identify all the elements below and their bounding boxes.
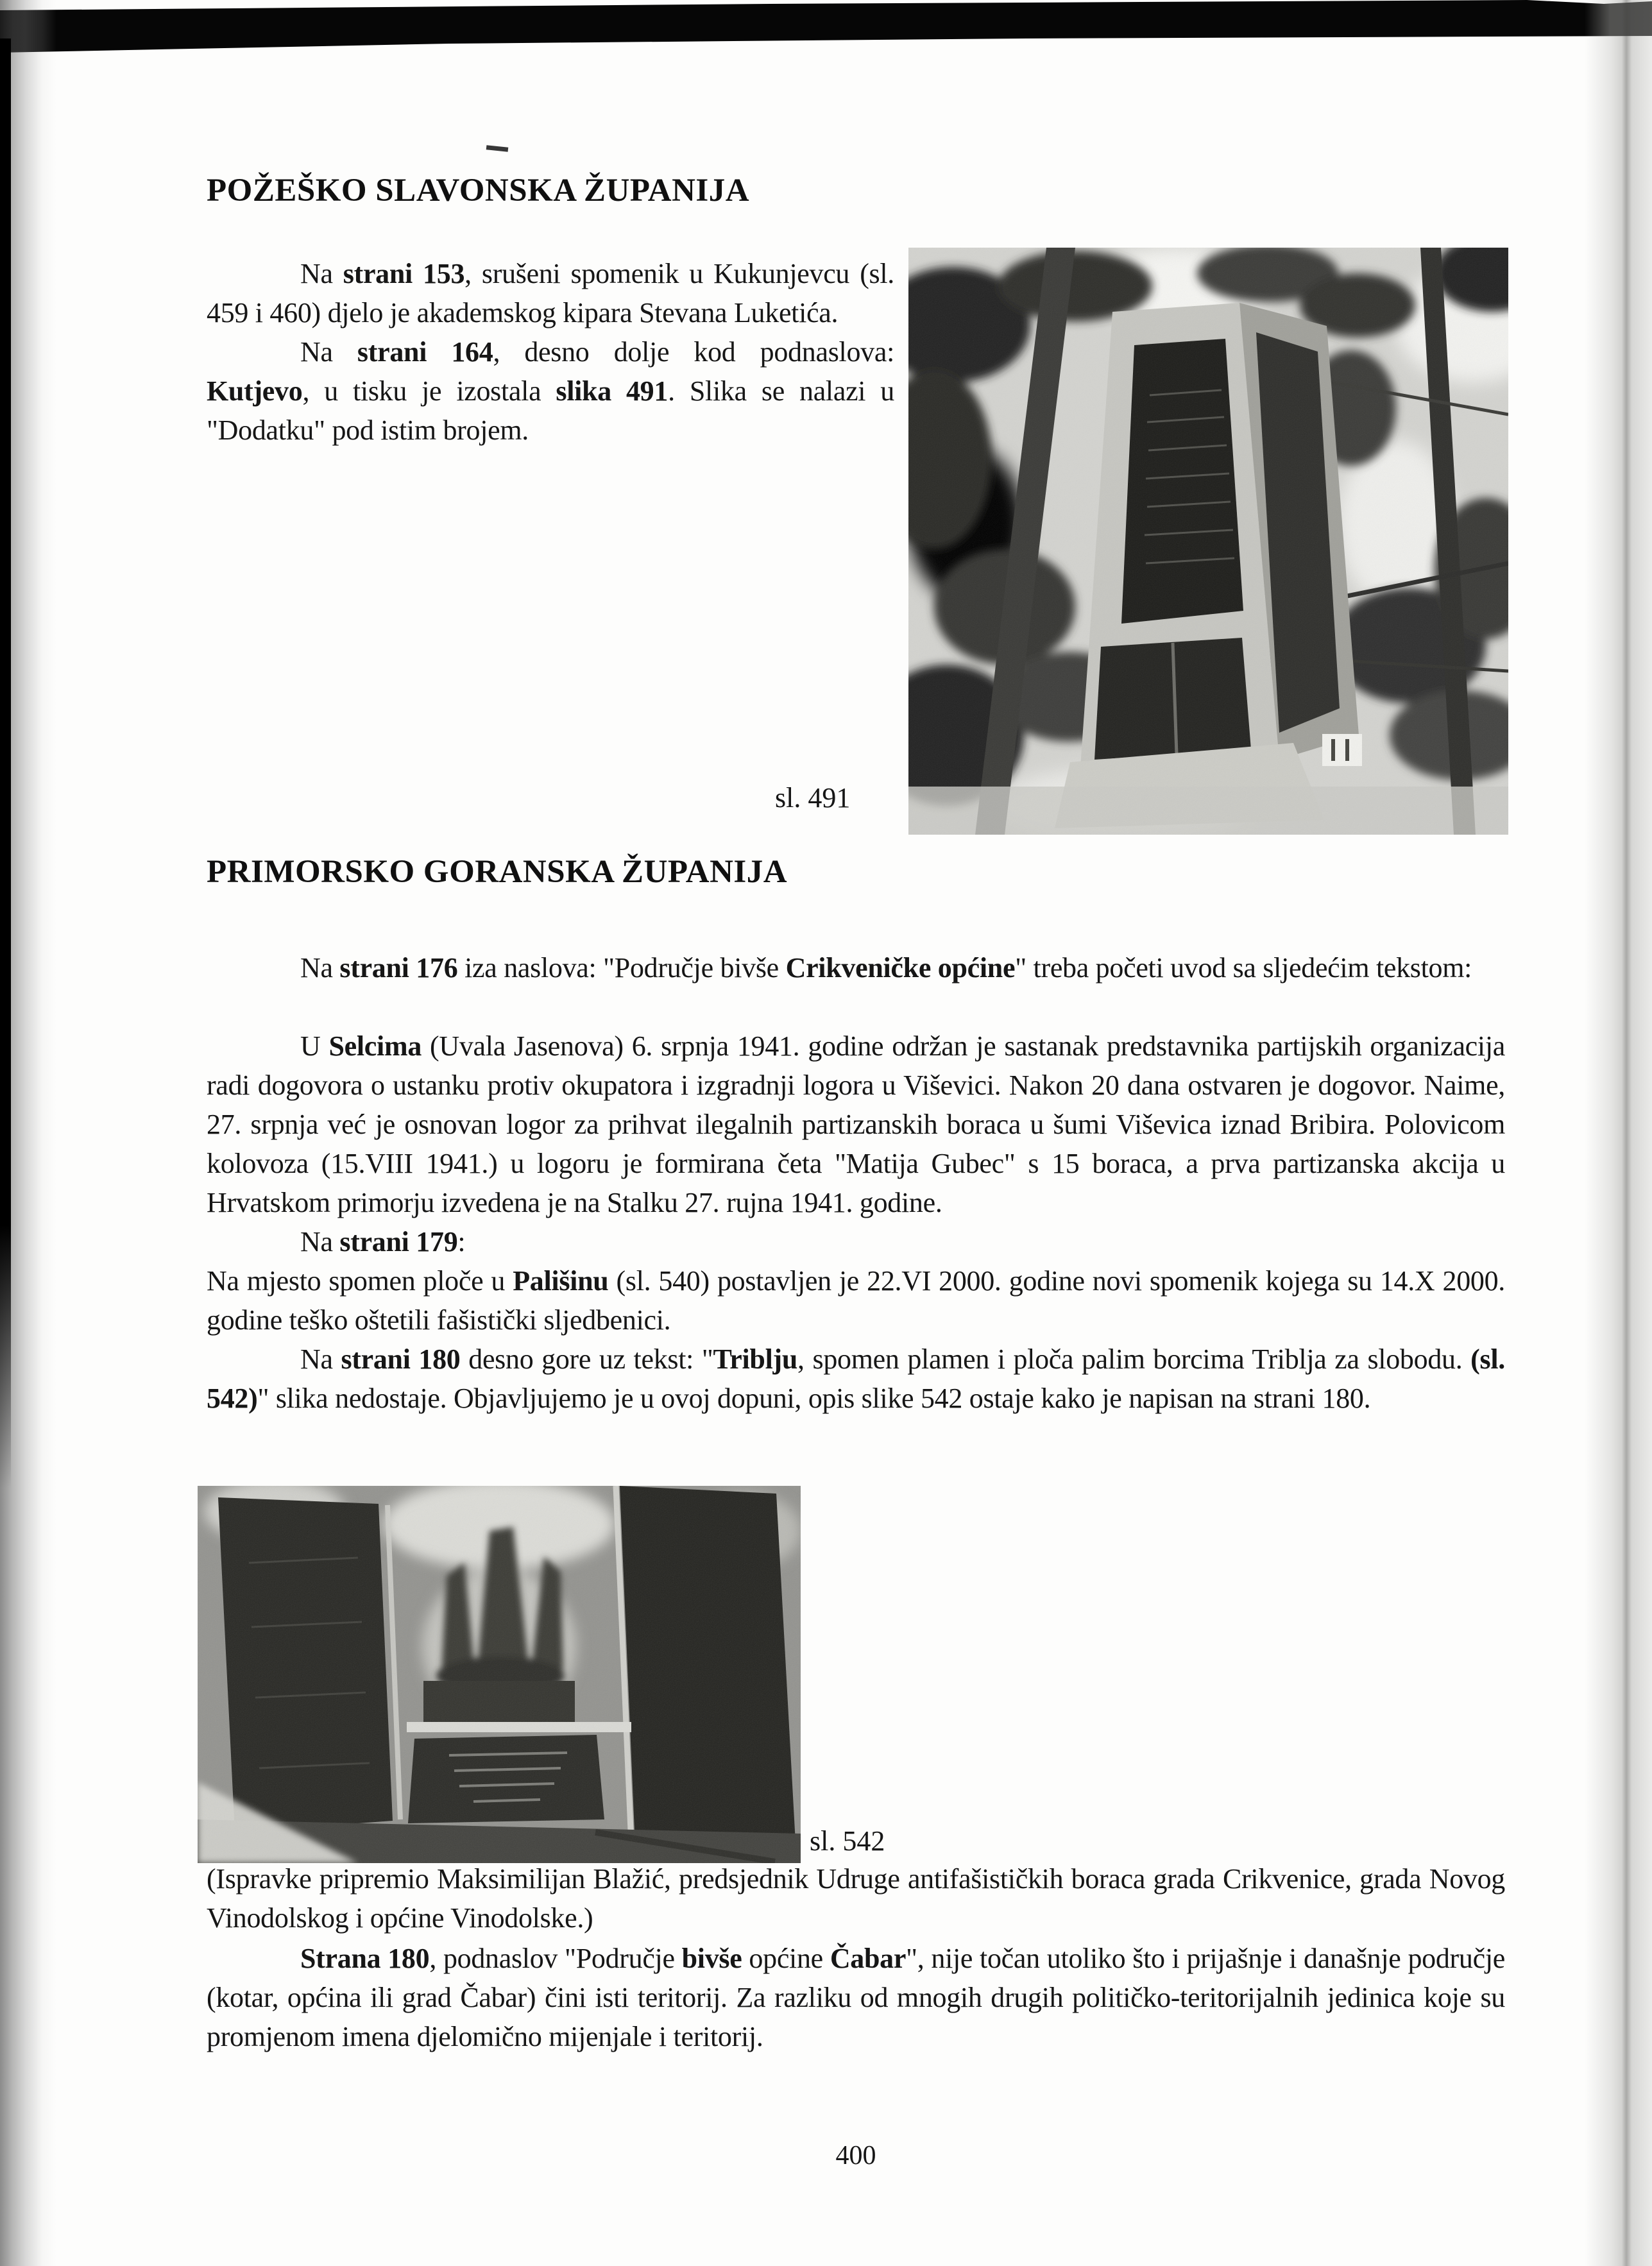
- section1-heading: POŽEŠKO SLAVONSKA ŽUPANIJA: [207, 173, 750, 209]
- monument-photo-sl-491: [908, 248, 1508, 835]
- scan-left-black-edge: [0, 38, 11, 1488]
- paragraph: Na strani 164, desno dolje kod podnaslova: Kutjevo, u tisku je izostala slika 491. Slika se nalazi u "Dodatku" pod istim brojem.: [207, 336, 895, 446]
- scan-top-black-band: [0, 0, 1652, 59]
- paragraph-text: U Selcima (Uvala Jasenova) 6. srpnja 1941. godine održan je sastanak predstavnika partijskih organizacija radi dogovora o ustanku protiv okupatora i izgradnji logora u Viševici. Nakon 20 dana ostvaren je dogovor. Naime, 27. srpnja već je osnovan logor za prihvat ilegalnih partizanskih boraca u šumi Viševica iznad Bribira. Polovicom kolovoza (15.VIII 1941.) u logoru je formirana četa "Matija Gubec" s 15 boraca, a prva partizanska akcija u Hrvatskom primorju izvedena je na Stalku 27. rujna 1941. godine.: [207, 1030, 1505, 1218]
- paragraph-text: (Ispravke pripremio Maksimilijan Blažić, predsjednik Udruge antifašističkih boraca grada Crikvenice, grada Novog Vinodolskog i općine Vinodolske.): [207, 1863, 1505, 1934]
- scan-speck: [486, 145, 509, 152]
- photo-caption-491: sl. 491: [775, 782, 851, 814]
- paragraph-text: Na strani 176 iza naslova: "Područje bivše Crikveničke općine" treba početi uvod sa sljedećim tekstom:: [300, 952, 1472, 984]
- paragraph: [207, 1340, 1505, 1418]
- paragraph: [207, 948, 1505, 987]
- photo-caption-542: sl. 542: [810, 1825, 885, 1857]
- paragraph-text: Na strani 179:: [300, 1226, 466, 1257]
- paragraph: [207, 1222, 1505, 1261]
- monument-photo-sl-542: [198, 1486, 801, 1863]
- paragraph-text: Na mjesto spomen ploče u Pališinu (sl. 540) postavljen je 22.VI 2000. godine novi spomenik kojega su 14.X 2000. godine teško oštetili fašistički sljedbenici.: [207, 1265, 1505, 1336]
- paragraph: [207, 1859, 1505, 1938]
- scan-right-page-edge: [1585, 0, 1652, 2266]
- paragraph: Na strani 153, srušeni spomenik u Kukunjevcu (sl. 459 i 460) djelo je akademskog kipara Stevana Luketića.: [207, 258, 894, 328]
- paragraph-text: Na strani 180 desno gore uz tekst: "Triblju, spomen plamen i ploča palim borcima Triblja za slobodu. (sl. 542)" slika nedostaje. Objavljujemo je u ovoj dopuni, opis slike 542 ostaje kako je napisan na strani 180.: [207, 1343, 1505, 1414]
- section1-text-column: [207, 254, 894, 450]
- section2-heading: PRIMORSKO GORANSKA ŽUPANIJA: [207, 854, 788, 890]
- paragraph: [207, 1939, 1505, 2056]
- paragraph-text: Strana 180, podnaslov "Područje bivše općine Čabar", nije točan utoliko što i prijašnje i današnje područje (kotar, općina ili grad Čabar) čini isti teritorij. Za razliku od mnogih drugih političko-teritorijalnih jedinica koje su promjenom imena djelomično mijenjale i teritorij.: [207, 1943, 1505, 2052]
- paragraph: [207, 1027, 1505, 1222]
- paragraph: [207, 1261, 1505, 1340]
- page-number: 400: [835, 2141, 876, 2170]
